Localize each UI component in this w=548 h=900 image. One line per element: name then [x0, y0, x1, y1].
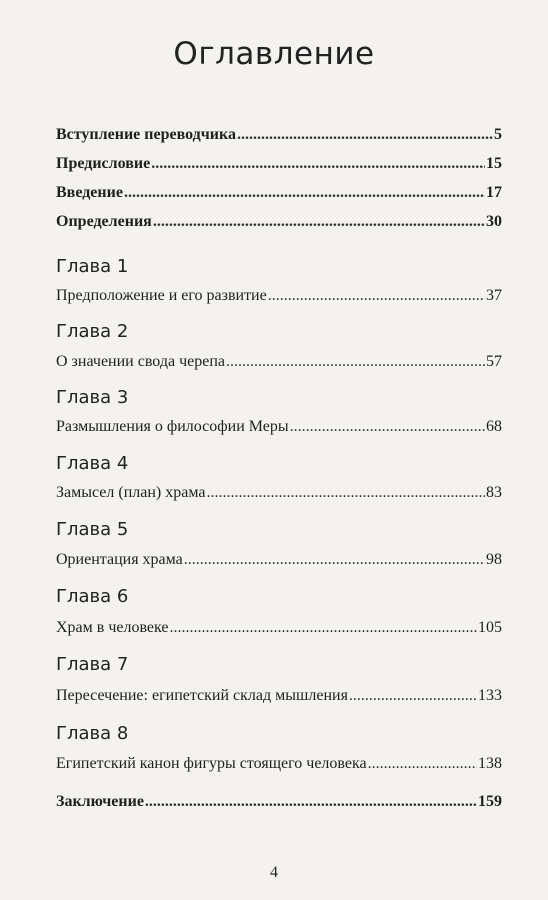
toc-entry-label: Введение — [56, 184, 123, 201]
toc-entry-chapter-5 — [56, 549, 502, 571]
toc-entry-chapter-2 — [56, 351, 502, 373]
toc-entry-conclusion — [56, 791, 502, 813]
toc-entry-label: Предисловие — [56, 155, 151, 172]
toc-entry-label: Заключение — [56, 793, 144, 810]
dot-leader — [170, 617, 477, 639]
toc-entry-page: 98 — [486, 551, 502, 568]
toc-entry-page: 17 — [486, 184, 502, 201]
dot-leader — [184, 549, 485, 571]
toc-entry-label: Определения — [56, 213, 152, 230]
toc-entry-introduction — [56, 182, 502, 204]
dot-leader — [151, 153, 485, 175]
page-title: Оглавление — [173, 36, 375, 72]
dot-leader — [226, 351, 485, 373]
dot-leader — [290, 416, 485, 438]
toc-entry-chapter-3 — [56, 416, 502, 438]
dot-leader — [145, 791, 477, 813]
toc-entry-preface — [56, 153, 502, 175]
chapter-heading-8: Глава 8 — [56, 723, 129, 744]
toc-entry-page: 15 — [486, 155, 502, 172]
dot-leader — [368, 753, 477, 775]
toc-entry-label: Вступление переводчика — [56, 126, 236, 143]
toc-entry-chapter-6 — [56, 617, 502, 639]
dot-leader — [124, 182, 485, 204]
chapter-heading-2: Глава 2 — [56, 321, 129, 342]
toc-entry-label: Предположение и его развитие — [56, 287, 267, 304]
toc-entry-page: 5 — [494, 126, 502, 143]
toc-entry-page: 68 — [486, 418, 502, 435]
dot-leader — [349, 685, 477, 707]
toc-entry-chapter-4 — [56, 482, 502, 504]
toc-entry-label: Замысел (план) храма — [56, 484, 206, 501]
dot-leader — [237, 124, 493, 146]
chapter-heading-4: Глава 4 — [56, 453, 129, 474]
toc-entry-page: 30 — [486, 213, 502, 230]
toc-entry-label: Размышления о философии Меры — [56, 418, 289, 435]
toc-entry-label: Пересечение: египетский склад мышления — [56, 687, 348, 704]
toc-entry-definitions — [56, 211, 502, 233]
toc-entry-page: 159 — [478, 793, 502, 810]
toc-entry-chapter-8 — [56, 753, 502, 775]
toc-entry-page: 138 — [478, 755, 502, 772]
chapter-heading-7: Глава 7 — [56, 654, 129, 675]
chapter-heading-3: Глава 3 — [56, 387, 129, 408]
chapter-heading-1: Глава 1 — [56, 256, 129, 277]
toc-entry-label: О значении свода черепа — [56, 353, 225, 370]
toc-entry-label: Храм в человеке — [56, 619, 169, 636]
toc-entry-page: 37 — [486, 287, 502, 304]
toc-entry-chapter-1 — [56, 285, 502, 307]
toc-entry-page: 105 — [478, 619, 502, 636]
dot-leader — [206, 482, 485, 504]
toc-entry-translator-intro — [56, 124, 502, 146]
chapter-heading-5: Глава 5 — [56, 519, 129, 540]
toc-entry-chapter-7 — [56, 685, 502, 707]
dot-leader — [268, 285, 485, 307]
page-number: 4 — [270, 864, 278, 881]
toc-entry-page: 57 — [486, 353, 502, 370]
toc-entry-page: 133 — [478, 687, 502, 704]
toc-entry-label: Ориентация храма — [56, 551, 183, 568]
chapter-heading-6: Глава 6 — [56, 586, 129, 607]
toc-entry-page: 83 — [486, 484, 502, 501]
dot-leader — [153, 211, 485, 233]
toc-entry-label: Египетский канон фигуры стоящего человека — [56, 755, 367, 772]
